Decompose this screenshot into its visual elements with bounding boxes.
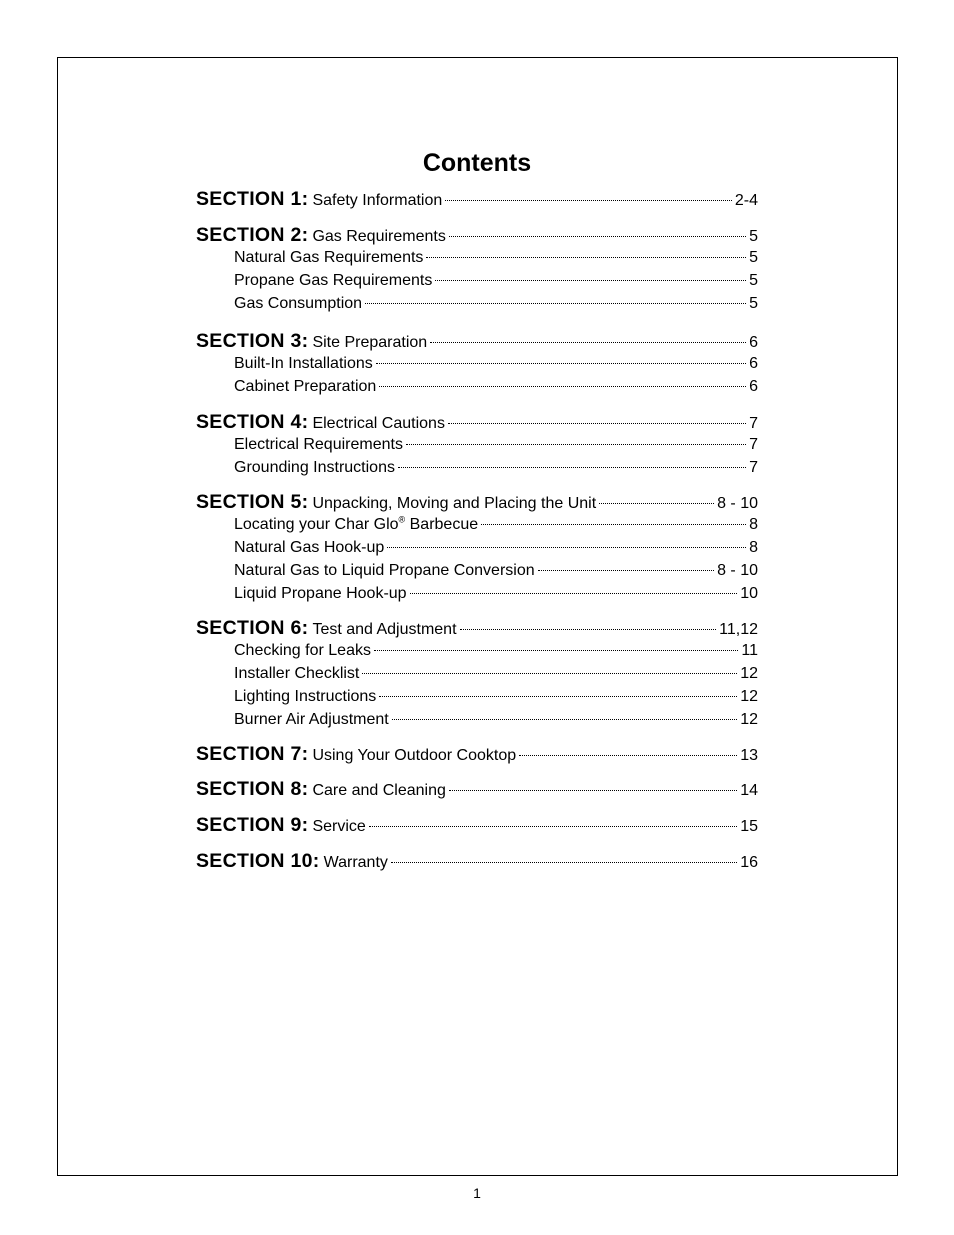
subitem-page-number: 12 xyxy=(740,711,758,728)
subitem-title: Cabinet Preparation xyxy=(234,378,377,395)
dot-leader xyxy=(445,200,732,201)
subitem-title: Natural Gas to Liquid Propane Conversion xyxy=(234,562,535,579)
subitem-title: Natural Gas Requirements xyxy=(234,249,424,266)
toc-subitem-row[interactable] xyxy=(234,665,758,689)
subitem-title: Grounding Instructions xyxy=(234,459,395,476)
subitem-page-number: 12 xyxy=(740,665,758,682)
subitem-title: Propane Gas Requirements xyxy=(234,272,433,289)
toc-section-row[interactable] xyxy=(196,188,758,212)
dot-leader xyxy=(379,386,746,387)
section-title: Gas Requirements xyxy=(312,228,446,245)
toc-section-row[interactable] xyxy=(196,330,758,354)
toc-subitem-row[interactable] xyxy=(234,688,758,712)
section-page-number: 14 xyxy=(740,782,758,799)
toc-section-row[interactable] xyxy=(196,850,758,874)
subitem-page-number: 10 xyxy=(740,585,758,602)
dot-leader xyxy=(406,444,746,445)
section-page-number: 11,12 xyxy=(719,621,758,638)
toc-subitem-row[interactable] xyxy=(234,459,758,483)
section-label: SECTION 7: xyxy=(196,743,309,765)
registered-mark: ® xyxy=(398,514,406,525)
subitem-page-number: 12 xyxy=(740,688,758,705)
dot-leader xyxy=(538,570,714,571)
dot-leader xyxy=(448,423,746,424)
subitem-page-number: 5 xyxy=(749,249,758,266)
dot-leader xyxy=(365,303,746,304)
subitem-page-number: 8 - 10 xyxy=(717,562,758,579)
subitem-page-number: 5 xyxy=(749,272,758,289)
section-title: Electrical Cautions xyxy=(312,415,445,432)
dot-leader xyxy=(449,236,746,237)
section-title: Using Your Outdoor Cooktop xyxy=(312,747,517,764)
section-page-number: 7 xyxy=(749,415,758,432)
subitem-page-number: 6 xyxy=(749,378,758,395)
section-title: Unpacking, Moving and Placing the Unit xyxy=(312,495,597,512)
subitem-title: Electrical Requirements xyxy=(234,436,403,453)
dot-leader xyxy=(379,696,737,697)
dot-leader xyxy=(398,467,746,468)
toc-subitem-row[interactable] xyxy=(234,295,758,319)
section-page-number: 13 xyxy=(740,747,758,764)
section-page-number: 16 xyxy=(740,854,758,871)
subitem-title: Gas Consumption xyxy=(234,295,363,312)
section-page-number: 6 xyxy=(749,334,758,351)
subitem-title: Checking for Leaks xyxy=(234,642,371,659)
dot-leader xyxy=(387,547,746,548)
toc-section-row[interactable] xyxy=(196,778,758,802)
section-label: SECTION 8: xyxy=(196,778,309,800)
section-page-number: 5 xyxy=(749,228,758,245)
toc-subitem-row[interactable] xyxy=(234,585,758,609)
dot-leader xyxy=(430,342,746,343)
section-label: SECTION 6: xyxy=(196,617,309,639)
dot-leader xyxy=(362,673,737,674)
section-title: Site Preparation xyxy=(312,334,428,351)
dot-leader xyxy=(435,280,746,281)
toc-subitem-row[interactable] xyxy=(234,711,758,735)
toc-section-row[interactable] xyxy=(196,411,758,435)
subitem-title: Built-In Installations xyxy=(234,355,373,372)
toc-subitem-row[interactable] xyxy=(234,562,758,586)
section-label: SECTION 4: xyxy=(196,411,309,433)
dot-leader xyxy=(449,790,737,791)
page-number: 1 xyxy=(473,1185,481,1201)
toc-section-row[interactable] xyxy=(196,491,758,515)
subitem-page-number: 7 xyxy=(749,436,758,453)
subitem-title: Locating your Char Glo® Barbecue xyxy=(234,514,479,533)
section-label: SECTION 9: xyxy=(196,814,309,836)
section-page-number: 15 xyxy=(740,818,758,835)
section-page-number: 8 - 10 xyxy=(717,495,758,512)
section-label: SECTION 1: xyxy=(196,188,309,210)
section-label: SECTION 3: xyxy=(196,330,309,352)
section-label: SECTION 2: xyxy=(196,224,309,246)
section-title: Warranty xyxy=(323,854,388,871)
subitem-page-number: 5 xyxy=(749,295,758,312)
toc-subitem-row[interactable] xyxy=(234,355,758,379)
toc-section-row[interactable] xyxy=(196,743,758,767)
subitem-page-number: 11 xyxy=(741,642,758,659)
dot-leader xyxy=(519,755,737,756)
toc-subitem-row[interactable] xyxy=(234,249,758,273)
subitem-page-number: 8 xyxy=(749,516,758,533)
subitem-title: Installer Checklist xyxy=(234,665,360,682)
section-label: SECTION 10: xyxy=(196,850,320,872)
toc-subitem-row[interactable] xyxy=(234,378,758,402)
section-title: Service xyxy=(312,818,366,835)
toc-section-row[interactable] xyxy=(196,617,758,641)
dot-leader xyxy=(599,503,714,504)
section-title: Care and Cleaning xyxy=(312,782,446,799)
dot-leader xyxy=(460,629,717,630)
toc-section-row[interactable] xyxy=(196,814,758,838)
subitem-title: Liquid Propane Hook-up xyxy=(234,585,407,602)
page-title: Contents xyxy=(422,149,532,177)
dot-leader xyxy=(374,650,738,651)
subitem-page-number: 6 xyxy=(749,355,758,372)
toc-subitem-row[interactable] xyxy=(234,516,758,540)
section-title: Safety Information xyxy=(312,192,443,209)
toc-section-row[interactable] xyxy=(196,224,758,248)
toc-subitem-row[interactable] xyxy=(234,272,758,296)
subitem-page-number: 7 xyxy=(749,459,758,476)
dot-leader xyxy=(391,862,737,863)
dot-leader xyxy=(392,719,737,720)
subitem-title: Natural Gas Hook-up xyxy=(234,539,385,556)
dot-leader xyxy=(410,593,738,594)
section-page-number: 2-4 xyxy=(734,192,758,209)
toc-subitem-row[interactable] xyxy=(234,642,758,666)
dot-leader xyxy=(376,363,746,364)
subitem-page-number: 8 xyxy=(749,539,758,556)
toc-subitem-row[interactable] xyxy=(234,436,758,460)
toc-subitem-row[interactable] xyxy=(234,539,758,563)
section-title: Test and Adjustment xyxy=(312,621,457,638)
dot-leader xyxy=(481,524,746,525)
dot-leader xyxy=(369,826,737,827)
subitem-title: Lighting Instructions xyxy=(234,688,377,705)
subitem-title: Burner Air Adjustment xyxy=(234,711,389,728)
dot-leader xyxy=(426,257,746,258)
section-label: SECTION 5: xyxy=(196,491,309,513)
